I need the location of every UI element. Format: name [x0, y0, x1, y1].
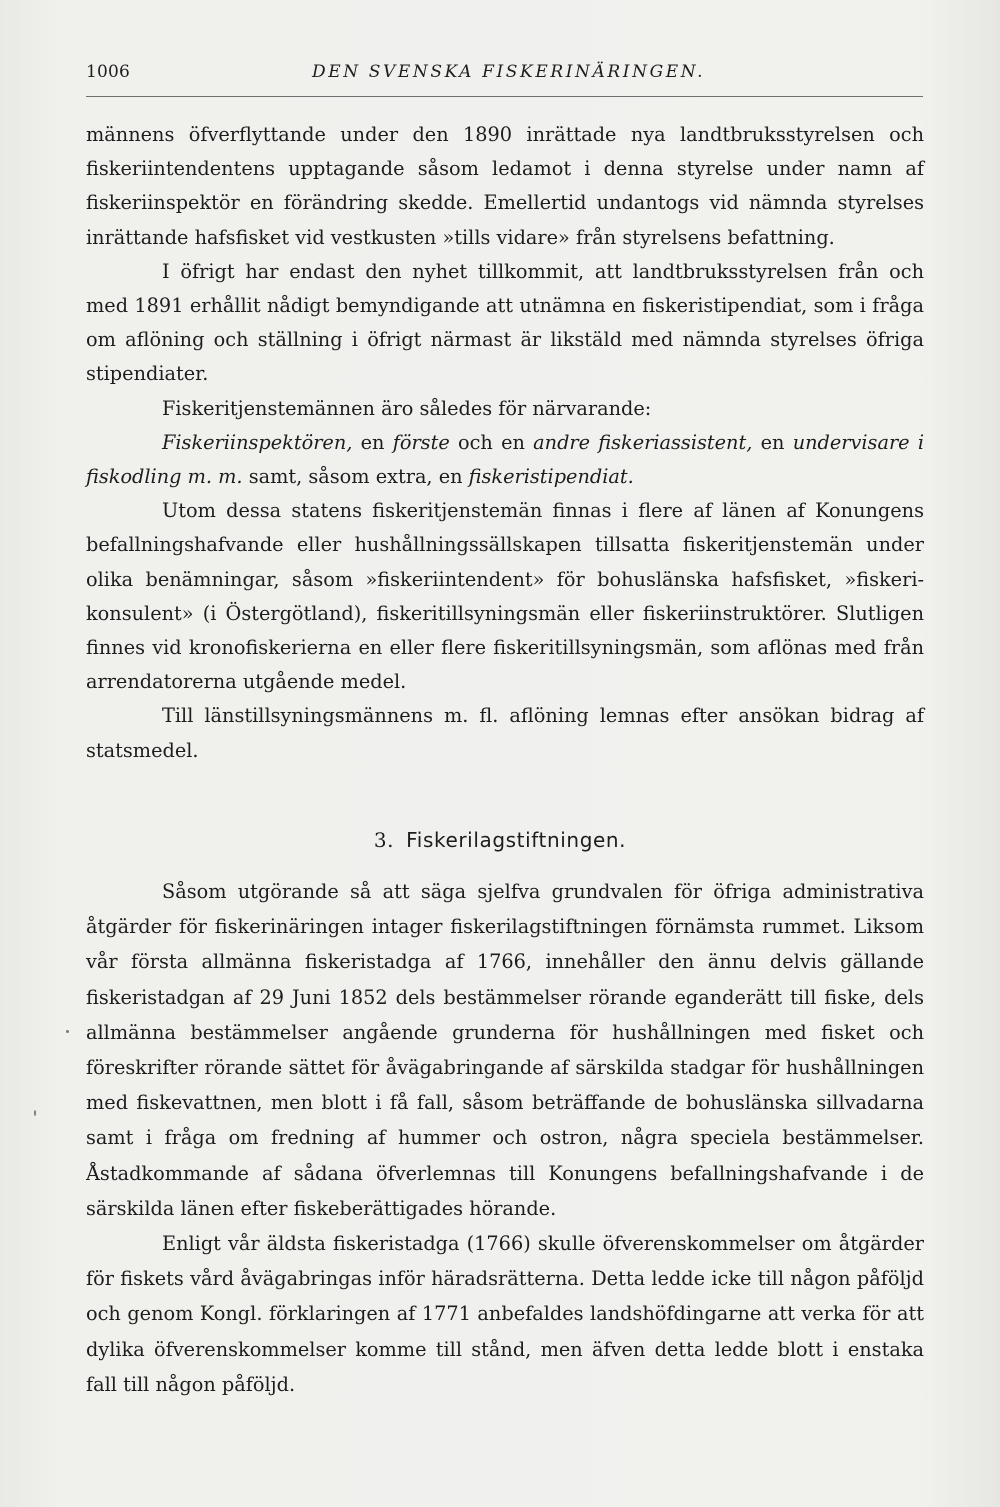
- italic-text: Fiskeriinspektören,: [162, 430, 353, 454]
- paragraph: [86, 494, 924, 699]
- section-1-body: [86, 118, 924, 768]
- page-number: 1006: [86, 62, 131, 82]
- italic-text: andre fiskeriassistent,: [533, 430, 753, 454]
- italic-text: fiskeristipendiat.: [468, 465, 634, 489]
- text-run: Såsom utgörande så att säga sjelfva grundvalen för öfriga administrativa åtgärder för fiskerinäringen intager fiskerilagstiftningen förnämsta rummet. Liksom vår första allmänna fiskeristadga af 1766, innehåller den ännu delvis gällande fiskeristadgan af 29 Juni 1852 dels bestämmelser rörande eganderätt till fiske, dels allmänna bestämmelser angående grunderna för hushållningen med fisket och föreskrifter rörande sättet för åvägabringande af särskilda stadgar för hushållningen med fiskevattnen, men blott i få fall, såsom beträffande de bohuslänska sillvadarna samt i fråga om fredning af hummer och ostron, några speciela bestämmelser. Åstadkommande af sådana öfverlemnas till Konungens befallningshafvande i de särskilda länen efter fiskeberättigades hörande.: [86, 880, 924, 1220]
- paragraph: [86, 255, 924, 392]
- paragraph: [86, 392, 924, 426]
- section-heading: [0, 828, 1000, 852]
- paragraph: [86, 426, 924, 494]
- text-run: samt, såsom extra, en: [242, 465, 469, 489]
- header-rule: [86, 96, 923, 97]
- paragraph: [86, 118, 924, 255]
- paragraph: [86, 874, 924, 1226]
- text-run: I öfrigt har endast den nyhet tillkommit, att landtbruksstyrelsen från och med 1891 erhållit nådigt bemyndigande att utnämna en fiskeristipendiat, som i fråga om aflöning och ställning i öfrigt närmast är likstäld med nämnda styrelses öfriga stipendiater.: [86, 259, 924, 386]
- paragraph: [86, 1226, 924, 1402]
- scan-speck: [34, 1110, 36, 1116]
- italic-text: undervisare i fiskodling m. m.: [86, 430, 924, 489]
- running-title: DEN SVENSKA FISKERINÄRINGEN.: [312, 62, 706, 82]
- page-header: [86, 62, 921, 86]
- text-run: en: [752, 430, 793, 454]
- text-run: Utom dessa statens fiskeritjenstemän finnas i flere af länen af Konungens befallningshafvande eller hushållningssällskapen tillsatta fiskeritjenstemän under olika benämningar, såsom »fiskeriintendent» för bohuslänska hafsfisket, »fiskerikonsulent» (i Östergötland), fiskeritillsyningsmän eller fiskeriinstruktörer. Slutligen finnes vid kronofiskerierna en eller flere fiskeritillsyningsmän, som aflönas med från arrendatorerna utgående medel.: [86, 499, 924, 694]
- text-run: Enligt vår äldsta fiskeristadga (1766) skulle öfverenskommelser om åtgärder för fiskets vård åvägabringas inför häradsrätterna. Detta ledde icke till någon påföljd och genom Kongl. förklaringen af 1771 anbefaldes landshöfdingarne att verka för att dylika öfverenskommelser komme till stånd, men äfven detta ledde blott i enstaka fall till någon påföljd.: [86, 1232, 924, 1396]
- section-title: Fiskerilagstiftningen.: [406, 828, 627, 852]
- text-run: Till länstillsyningsmännens m. fl. aflöning lemnas efter ansökan bidrag af statsmedel.: [86, 704, 924, 762]
- text-run: Fiskeritjenstemännen äro således för närvarande:: [162, 396, 652, 420]
- scan-speck: [66, 1030, 69, 1033]
- section-2-body: [86, 874, 924, 1402]
- italic-text: förste: [392, 430, 450, 454]
- text-run: en: [352, 430, 393, 454]
- text-run: männens öfverflyttande under den 1890 inrättade nya landtbruksstyrelsen och fiskeriintendentens upptagande såsom ledamot i denna styrelse under namn af fiskeriinspektör en förändring skedde. Emellertid undantogs vid nämnda styrelses inrättande hafsfisket vid vestkusten »tills vidare» från styrelsens befattning.: [86, 123, 924, 249]
- section-number: 3.: [373, 828, 395, 852]
- paragraph: [86, 699, 924, 767]
- text-run: och en: [449, 430, 534, 454]
